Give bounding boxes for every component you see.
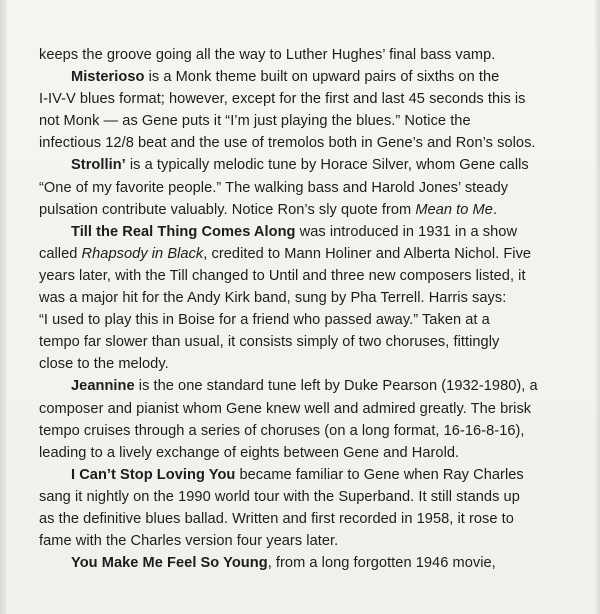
text-line [39,132,579,154]
tune-title: Till the Real Thing Comes Along [71,223,296,240]
text-segment: fame with the Charles version four years later. [39,533,339,550]
text-line [39,243,579,265]
text-segment: “One of my favorite people.” The walking bass and Harold Jones’ steady [39,179,509,196]
text-line [39,464,579,486]
text-segment: became familiar to Gene when Ray Charles [235,466,524,483]
text-segment: infectious 12/8 beat and the use of tremolos both in Gene’s and Ron’s solos. [39,135,536,152]
text-line [39,177,579,199]
text-segment: pulsation contribute valuably. Notice Ron’s sly quote from [39,201,416,218]
text-line [39,398,579,420]
tune-title: Jeannine [71,378,135,395]
text-segment: composer and pianist whom Gene knew well and admired greatly. The brisk [39,400,532,417]
italic-title: Mean to Me [415,201,493,218]
text-segment: years later, with the Till changed to Until and three new composers listed, it [39,267,526,284]
text-segment: sang it nightly on the 1990 world tour with the Superband. It still stands up [39,488,520,505]
text-line [39,154,579,176]
text-line [39,552,579,574]
text-line [39,309,579,331]
text-line [39,287,579,309]
text-line [39,66,579,88]
tune-title: I Can’t Stop Loving You [71,466,236,483]
text-segment: is a Monk theme built on upward pairs of sixths on the [144,69,500,86]
text-line [39,486,579,508]
text-segment: close to the melody. [39,356,169,373]
text-segment: I-IV-V blues format; however, except for the first and last 45 seconds this is [39,91,526,108]
text-segment: . [492,201,498,218]
text-line [39,375,579,397]
text-line [39,88,579,110]
text-segment: was introduced in 1931 in a show [295,223,518,240]
text-line [39,508,579,530]
text-line [39,44,579,66]
text-segment: , credited to Mann Holiner and Alberta Nichol. Five [203,245,532,262]
liner-notes-text [39,44,579,574]
text-segment: leading to a lively exchange of eights between Gene and Harold. [39,444,460,461]
text-line [39,199,579,221]
text-segment: “I used to play this in Boise for a friend who passed away.” Taken at a [39,312,490,329]
text-segment: tempo far slower than usual, it consists simply of two choruses, fittingly [39,334,500,351]
tune-title: Misterioso [71,69,145,86]
text-line [39,221,579,243]
text-line [39,442,579,464]
tune-title: You Make Me Feel So Young [71,555,268,572]
page-edge-left [0,0,7,614]
text-line [39,110,579,132]
text-segment: keeps the groove going all the way to Luther Hughes’ final bass vamp. [39,47,496,63]
italic-title: Rhapsody in Black [81,245,204,262]
page-edge-right [595,0,600,614]
text-segment: is the one standard tune left by Duke Pearson (1932-1980), a [134,378,538,395]
text-line [39,353,579,375]
text-line [39,331,579,353]
tune-title: Strollin’ [71,157,126,174]
text-segment: not Monk — as Gene puts it “I’m just playing the blues.” Notice the [39,113,471,130]
text-segment: is a typically melodic tune by Horace Silver, whom Gene calls [125,157,529,174]
text-line [39,530,579,552]
text-segment: , from a long forgotten 1946 movie, [267,555,496,572]
text-segment: as the definitive blues ballad. Written and first recorded in 1958, it rose to [39,510,514,527]
text-line [39,265,579,287]
text-line [39,420,579,442]
text-segment: tempo cruises through a series of choruses (on a long format, 16-16-8-16), [39,422,525,439]
text-segment: was a major hit for the Andy Kirk band, sung by Pha Terrell. Harris says: [39,290,507,307]
text-segment: called [39,245,82,262]
